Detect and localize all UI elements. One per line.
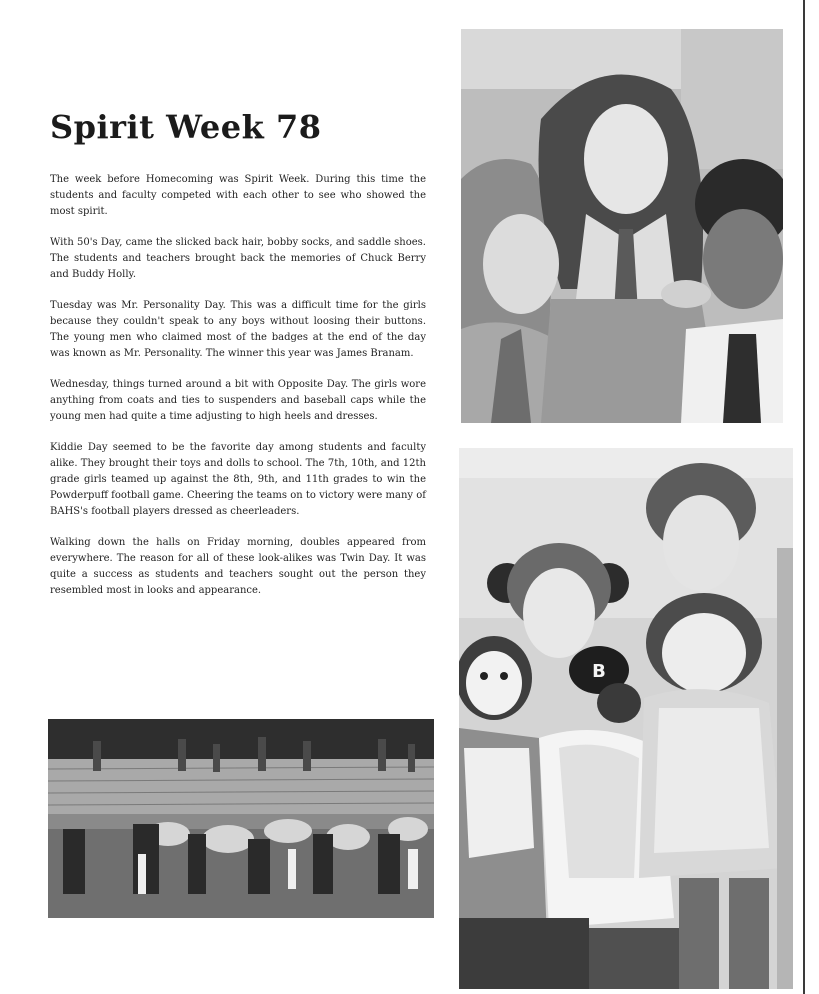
photo-kiddie-day-dolls: [459, 448, 793, 989]
cap-letter: B: [592, 661, 606, 682]
article-body: [50, 172, 426, 614]
photo-powderpuff-game: [48, 719, 434, 918]
paragraph-opposite-day: Wednesday, things turned around a bit with Opposite Day. The girls wore anything from coats and ties to suspenders and baseball caps while the young men had quite a time adjusting to high heels and dresses.: [50, 379, 426, 422]
page-title: Spirit Week 78: [50, 108, 322, 146]
paragraph-twin-day: Walking down the halls on Friday morning, doubles appeared from everywhere. The reason for all of these look-alikes was Twin Day. It was quite a success as students and teachers sought out the person they resembled most in looks and appearance.: [50, 537, 426, 596]
paragraph-kiddie-day: Kiddie Day seemed to be the favorite day among students and faculty alike. They brought their toys and dolls to school. The 7th, 10th, and 12th grade girls teamed up against the 8th, 9th, and 11th grades to win the Powderpuff football game. Cheering the teams on to victory were many of BAHS's football players dressed as cheerleaders.: [50, 442, 426, 517]
paragraph-intro: The week before Homecoming was Spirit Week. During this time the students and faculty competed with each other to see who showed the most spirit.: [50, 174, 426, 217]
paragraph-50s-day: With 50's Day, came the slicked back hair, bobby socks, and saddle shoes. The students and teachers brought back the memories of Chuck Berry and Buddy Holly.: [50, 237, 426, 280]
paragraph-personality-day: Tuesday was Mr. Personality Day. This was a difficult time for the girls because they couldn't speak to any boys without loosing their buttons. The young men who claimed most of the badges at the end of the day was known as Mr. Personality. The winner this year was James Branam.: [50, 300, 426, 359]
page-edge-rule: [803, 0, 805, 994]
photo-students-in-ties: [461, 29, 783, 423]
